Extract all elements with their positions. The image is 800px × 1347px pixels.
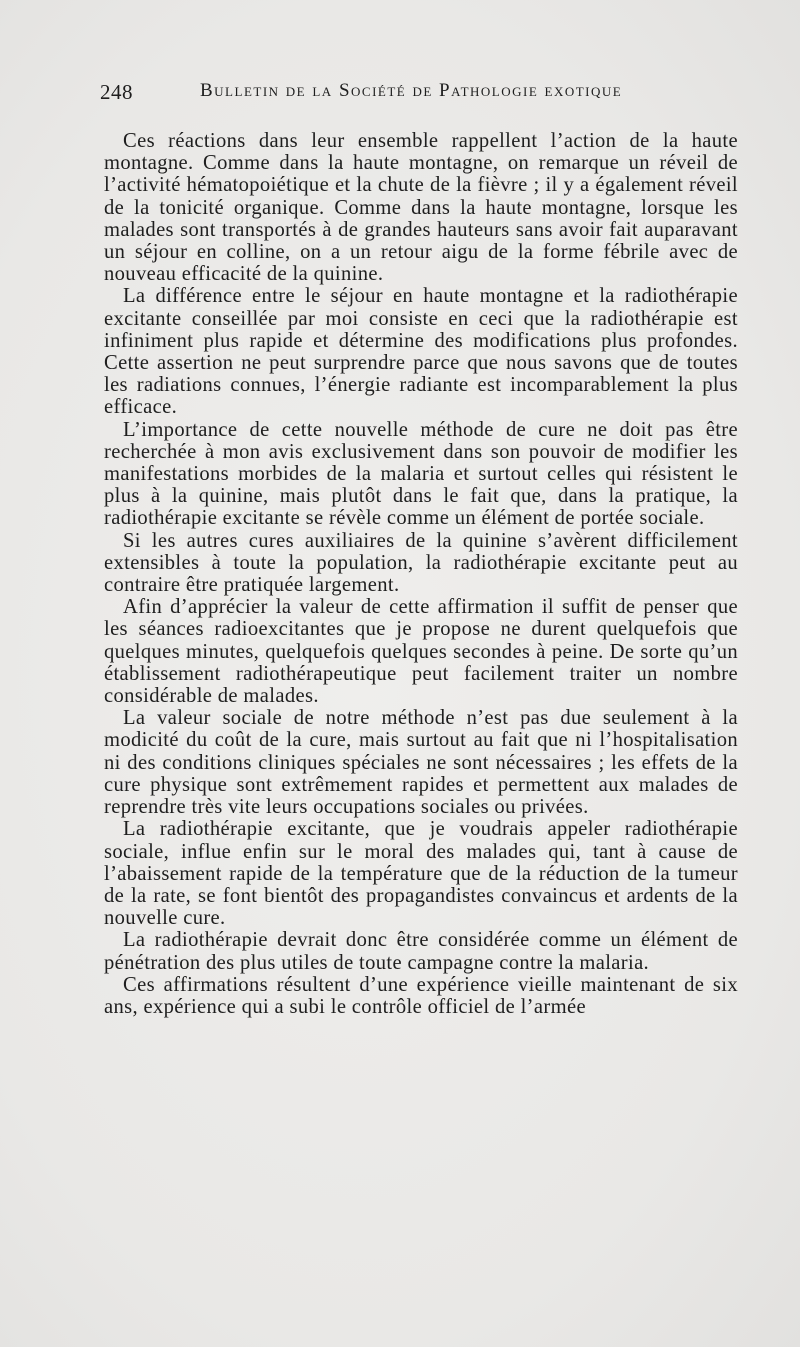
body-text xyxy=(104,130,738,1018)
running-title: Bulletin de la Société de Pathologie exotique xyxy=(200,80,623,101)
paragraph: La valeur sociale de notre méthode n’est pas due seulement à la modicité du coût de la cure, mais surtout au fait que ni l’hospitalisation ni des conditions cliniques spéciales ne sont nécessaires ; les effets de la cure physique sont extrêmement rapides et permettent aux malades de reprendre très vite leurs occupations sociales ou privées. xyxy=(104,707,738,819)
paragraph: La radiothérapie devrait donc être considérée comme un élément de pénétration des plus utiles de toute campagne contre la malaria. xyxy=(104,929,738,974)
paragraph: Ces affirmations résultent d’une expérience vieille maintenant de six ans, expérience qui a subi le contrôle officiel de l’armée xyxy=(104,973,738,1018)
paragraph: Ces réactions dans leur ensemble rappellent l’action de la haute montagne. Comme dans la haute montagne, on remarque un réveil de l’activité hématopoiétique et la chute de la fièvre ; il y a également réveil de la tonicité organique. Comme dans la haute montagne, lorsque les malades sont transportés à de grandes hauteurs sans avoir fait auparavant un séjour en colline, on a un retour aigu de la forme fébrile avec de nouveau efficacité de la quinine. xyxy=(104,130,738,286)
paragraph: Afin d’apprécier la valeur de cette affirmation il suffit de penser que les séances radioexcitantes que je propose ne durent quelquefois que quelques minutes, quelquefois quelques secondes à peine. De sorte qu’un établissement radiothérapeutique peut facilement traiter un nombre considérable de malades. xyxy=(104,596,738,708)
page-number: 248 xyxy=(100,80,133,104)
paragraph: La différence entre le séjour en haute montagne et la radiothérapie excitante conseillée par moi consiste en ceci que la radiothérapie est infiniment plus rapide et détermine des modifications plus profondes. Cette assertion ne peut surprendre parce que nous savons que de toutes les radiations connues, l’énergie radiante est incomparablement la plus efficace. xyxy=(104,285,738,419)
paragraph: L’importance de cette nouvelle méthode de cure ne doit pas être recherchée à mon avis exclusivement dans son pouvoir de modifier les manifestations morbides de la malaria et surtout celles qui résistent le plus à la quinine, mais plutôt dans le fait que, dans la pratique, la radiothérapie excitante se révèle comme un élément de portée sociale. xyxy=(104,418,738,530)
paragraph: La radiothérapie excitante, que je voudrais appeler radiothérapie sociale, influe enfin sur le moral des malades qui, tant à cause de l’abaissement rapide de la température que de la réduction de la tumeur de la rate, se font bientôt des propagandistes convaincus et ardents de la nouvelle cure. xyxy=(104,818,738,930)
page-header xyxy=(100,80,740,114)
paragraph: Si les autres cures auxiliaires de la quinine s’avèrent difficilement extensibles à toute la population, la radiothérapie excitante peut au contraire être pratiquée largement. xyxy=(104,529,738,597)
